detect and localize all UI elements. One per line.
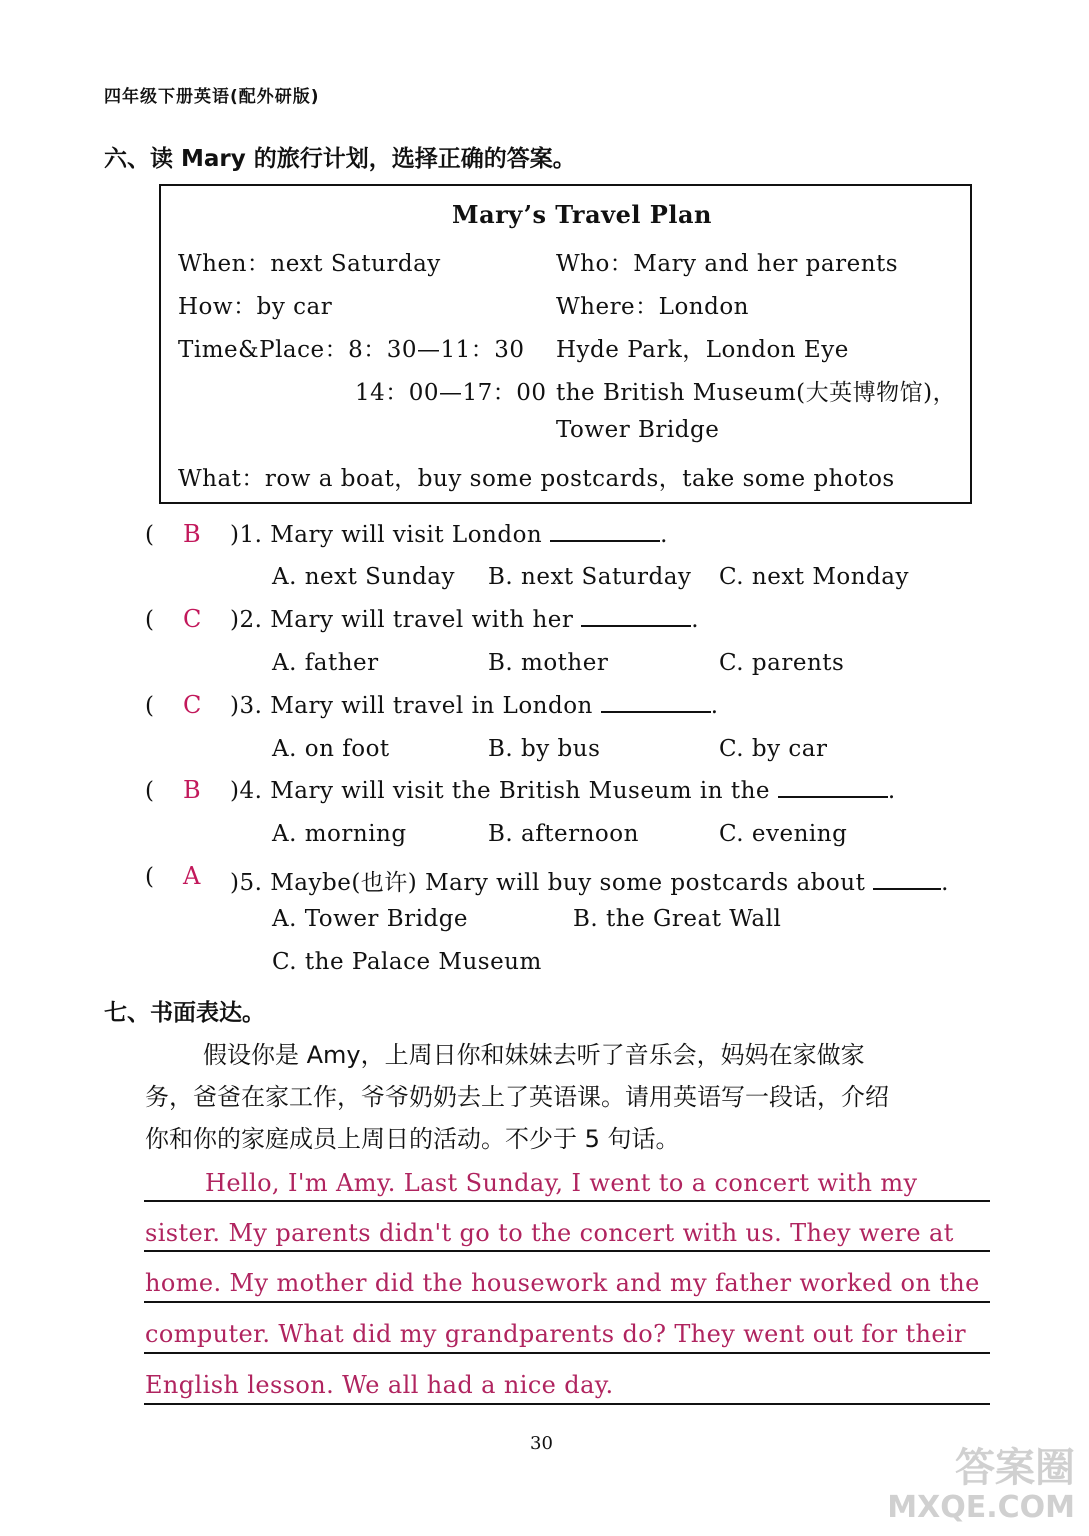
- q4-option-c: C. evening: [719, 821, 848, 847]
- prompt-line-2: 务，爸爸在家工作，爷爷奶奶去上了英语课。请用英语写一段话，介绍: [145, 1083, 889, 1111]
- essay-line-4: computer. What did my grandparents do? They went out for their: [145, 1320, 966, 1348]
- q3-option-c: C. by car: [719, 736, 828, 762]
- q5-option-a: A. Tower Bridge: [272, 906, 469, 932]
- q3-row: [230, 693, 719, 719]
- q3-open-paren: (: [145, 693, 155, 719]
- q4-open-paren: (: [145, 778, 155, 804]
- q1-row: [230, 522, 668, 548]
- essay-rule-5: [144, 1403, 990, 1405]
- q5-open-paren: (: [145, 864, 155, 890]
- q5-end: .: [941, 870, 949, 896]
- q4-blank: [778, 778, 888, 798]
- q1-answer: B: [183, 520, 201, 548]
- prompt-line-1: 假设你是 Amy，上周日你和妹妹去听了音乐会，妈妈在家做家: [203, 1041, 865, 1069]
- plan-time-place-1: Time&Place：8：30—11：30: [178, 337, 525, 363]
- q2-end: .: [691, 607, 700, 633]
- plan-time-2: 14：00—17：00: [355, 380, 547, 406]
- q3-blank: [601, 693, 711, 713]
- q4-option-b: B. afternoon: [488, 821, 639, 847]
- essay-line-3: home. My mother did the housework and my father worked on the: [145, 1269, 980, 1297]
- q1-option-c: C. next Monday: [719, 564, 909, 590]
- book-header: 四年级下册英语(配外研版): [104, 87, 320, 107]
- watermark-line-2: MXQE.COM: [887, 1490, 1075, 1525]
- q5-stem: )5. Maybe(也许) Mary will buy some postcards about: [230, 870, 866, 896]
- section6-title: 六、读 Mary 的旅行计划，选择正确的答案。: [104, 146, 576, 172]
- q2-blank: [581, 607, 691, 627]
- plan-place-1: Hyde Park，London Eye: [556, 337, 849, 363]
- q3-end: .: [710, 693, 719, 719]
- plan-title: Mary’s Travel Plan: [452, 200, 712, 229]
- page-number: 30: [530, 1433, 553, 1454]
- watermark-line-1: 答案圈: [955, 1445, 1075, 1491]
- q2-option-c: C. parents: [719, 650, 845, 676]
- q1-blank: [550, 522, 660, 542]
- q1-open-paren: (: [145, 522, 155, 548]
- essay-line-5: English lesson. We all had a nice day.: [145, 1371, 614, 1399]
- plan-place-2b: Tower Bridge: [556, 417, 720, 443]
- plan-who: Who：Mary and her parents: [556, 251, 899, 277]
- q3-option-b: B. by bus: [488, 736, 601, 762]
- q3-answer: C: [183, 691, 202, 719]
- q2-answer: C: [183, 605, 202, 633]
- essay-rule-2: [144, 1250, 990, 1252]
- plan-what: What：row a boat，buy some postcards，take some photos: [178, 466, 895, 492]
- section7-title: 七、书面表达。: [104, 1000, 265, 1026]
- q1-option-a: A. next Sunday: [272, 564, 455, 590]
- q1-end: .: [660, 522, 668, 548]
- essay-rule-4: [144, 1352, 990, 1354]
- q2-row: [230, 607, 699, 633]
- watermark-logo: [887, 1445, 1075, 1528]
- q5-answer: A: [183, 862, 201, 890]
- essay-line-1: Hello, I'm Amy. Last Sunday, I went to a concert with my: [205, 1169, 918, 1197]
- q5-option-c: C. the Palace Museum: [272, 949, 542, 975]
- q3-option-a: A. on foot: [272, 736, 390, 762]
- essay-line-2: sister. My parents didn't go to the concert with us. They were at: [145, 1219, 954, 1247]
- q5-option-b: B. the Great Wall: [573, 906, 782, 932]
- plan-place-2a: the British Museum(大英博物馆)，: [556, 380, 957, 406]
- q1-stem: )1. Mary will visit London: [230, 522, 543, 548]
- plan-how: How：by car: [178, 294, 333, 320]
- q4-stem: )4. Mary will visit the British Museum in the: [230, 778, 771, 804]
- plan-when: When：next Saturday: [178, 251, 441, 277]
- q5-blank: [873, 870, 941, 890]
- q2-open-paren: (: [145, 607, 155, 633]
- q3-stem: )3. Mary will travel in London: [230, 693, 593, 719]
- essay-rule-3: [144, 1301, 990, 1303]
- prompt-line-3: 你和你的家庭成员上周日的活动。不少于 5 句话。: [145, 1125, 680, 1153]
- q4-answer: B: [183, 776, 201, 804]
- plan-where: Where：London: [556, 294, 749, 320]
- q5-row: [230, 864, 949, 897]
- q4-row: [230, 778, 896, 804]
- essay-rule-1: [144, 1200, 990, 1202]
- q2-option-b: B. mother: [488, 650, 609, 676]
- q4-end: .: [887, 778, 896, 804]
- q2-stem: )2. Mary will travel with her: [230, 607, 574, 633]
- q1-option-b: B. next Saturday: [488, 564, 692, 590]
- q2-option-a: A. father: [272, 650, 379, 676]
- q4-option-a: A. morning: [272, 821, 407, 847]
